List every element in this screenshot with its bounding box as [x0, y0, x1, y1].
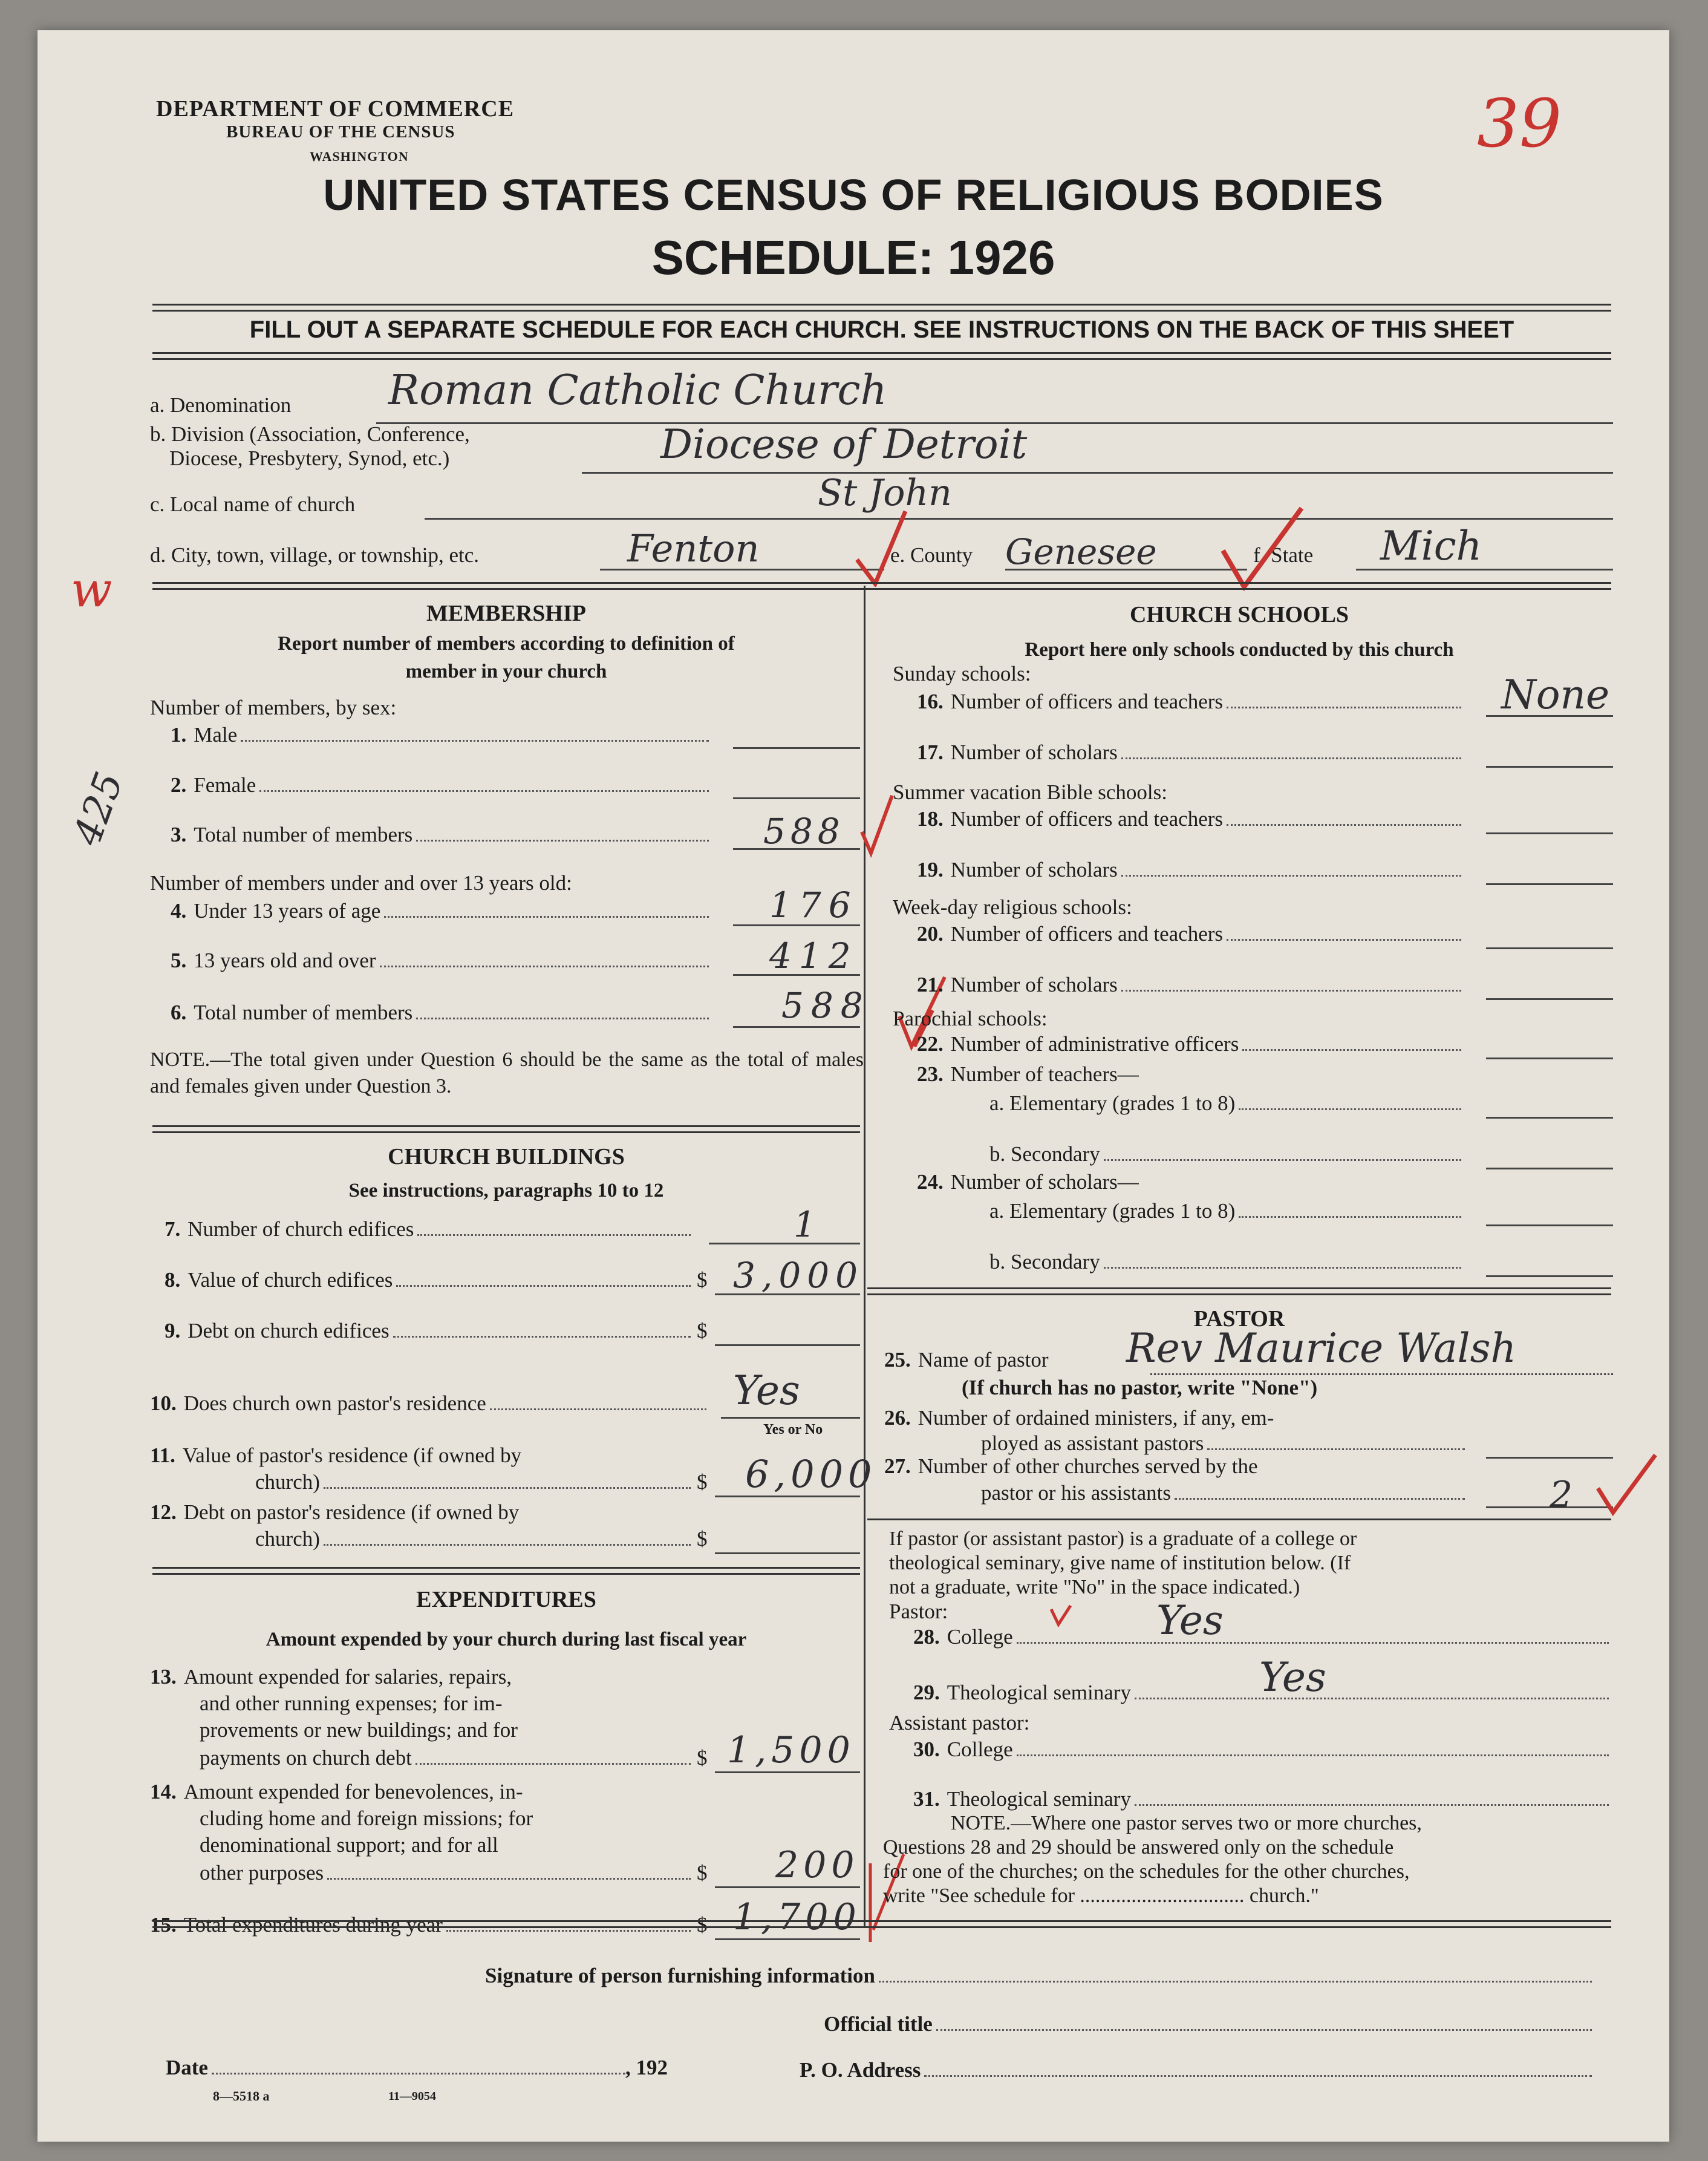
- admin-officers-label: 22. Number of administrative officers: [917, 1032, 1461, 1056]
- schools-title: CHURCH SCHOOLS: [1129, 602, 1349, 627]
- salaries-label-4: payments on church debt: [200, 1746, 691, 1770]
- division-value: Diocese of Detroit: [660, 421, 1028, 468]
- salaries-field[interactable]: [715, 1771, 860, 1773]
- over-13-label: 5. 13 years old and over: [171, 949, 709, 973]
- form-number: 8—5518 a: [213, 2088, 270, 2104]
- division-label-2: Diocese, Presbytery, Synod, etc.): [169, 446, 450, 470]
- expenditures-title: EXPENDITURES: [416, 1587, 596, 1612]
- benevolences-field[interactable]: [715, 1886, 860, 1888]
- sunday-officers-label: 16. Number of officers and teachers: [917, 690, 1461, 714]
- assistant-ministers-label-2: ployed as assistant pastors: [981, 1431, 1465, 1456]
- graduate-instructions: If pastor (or assistant pastor) is a graduate of a college or theological seminary, give name of institution below. (If not a graduate, write "No" in the space indicated.): [889, 1528, 1357, 1598]
- residence-value-value: 6,000: [745, 1452, 877, 1496]
- summer-schools-label: Summer vacation Bible schools:: [893, 780, 1167, 804]
- pastor-college-label: 28. College: [913, 1625, 1609, 1649]
- parochial-schools-label: Parochial schools:: [893, 1007, 1048, 1030]
- denomination-value: Roman Catholic Church: [388, 367, 887, 414]
- assistant-seminary-label: 31. Theological seminary: [913, 1787, 1609, 1811]
- owns-residence-value: Yes: [733, 1367, 800, 1414]
- membership-note: NOTE.—The total given under Question 6 should be the same as the total of males and females given under Question 3.: [150, 1048, 864, 1098]
- scholars-label: 24. Number of scholars—: [917, 1170, 1139, 1194]
- scholars-elementary-field[interactable]: [1486, 1224, 1613, 1226]
- total-expenditures-field[interactable]: [715, 1938, 860, 1940]
- members-by-sex-label: Number of members, by sex:: [150, 696, 397, 719]
- scholars-secondary-field[interactable]: [1486, 1275, 1613, 1277]
- edifices-value-value: 3,000: [733, 1255, 864, 1296]
- assistant-subhead: Assistant pastor:: [889, 1711, 1030, 1734]
- over-13-value: 412: [769, 935, 858, 976]
- pastor-name-hint: (If church has no pastor, write "None"): [962, 1376, 1318, 1399]
- county-value: Genesee: [1005, 531, 1157, 572]
- assistant-ministers-label: 26. Number of ordained ministers, if any, em-: [884, 1406, 1274, 1430]
- divider: [152, 1920, 1611, 1928]
- benevolences-value: 200: [775, 1844, 859, 1886]
- summer-officers-label: 18. Number of officers and teachers: [917, 807, 1461, 831]
- pastor-name-field[interactable]: [1150, 1373, 1613, 1375]
- divider: [867, 1519, 1611, 1520]
- other-churches-label: 27. Number of other churches served by the: [884, 1454, 1258, 1478]
- weekday-officers-label: 20. Number of officers and teachers: [917, 922, 1461, 946]
- under-13-label: 4. Under 13 years of age: [171, 899, 709, 923]
- department-line: DEPARTMENT OF COMMERCE: [156, 96, 515, 122]
- pastor-seminary-value: Yes: [1259, 1654, 1326, 1701]
- dollar-sign: $: [697, 1319, 708, 1342]
- pastor-seminary-label: 29. Theological seminary: [913, 1681, 1609, 1705]
- check-mark-icon: [859, 793, 895, 859]
- scholars-elementary-label: a. Elementary (grades 1 to 8): [989, 1199, 1461, 1223]
- under-over-label: Number of members under and over 13 years old:: [150, 871, 572, 895]
- dollar-sign: $: [697, 1746, 708, 1770]
- membership-subtitle-1: Report number of members according to definition of: [278, 633, 735, 655]
- under-13-value: 176: [769, 884, 858, 926]
- sunday-officers-value: None: [1501, 672, 1610, 718]
- divider: [152, 1567, 860, 1575]
- edifices-value-label: 8. Value of church edifices: [165, 1268, 691, 1292]
- assistant-ministers-field[interactable]: [1486, 1457, 1613, 1459]
- expenditures-subtitle: Amount expended by your church during last fiscal year: [266, 1629, 747, 1650]
- divider: [152, 304, 1611, 312]
- check-mark-icon: [1049, 1603, 1073, 1627]
- edifices-debt-label: 9. Debt on church edifices: [165, 1319, 691, 1343]
- total-members-2-field[interactable]: [733, 1026, 860, 1028]
- total-expenditures-label: 15. Total expenditures during year: [150, 1913, 691, 1937]
- divider: [152, 582, 1611, 590]
- residence-value-label: 11. Value of pastor's residence (if owned by: [150, 1443, 522, 1467]
- salaries-label: 13. Amount expended for salaries, repairs, and other running expenses; for im- provements or new buildings; and for: [150, 1665, 518, 1742]
- buildings-subtitle: See instructions, paragraphs 10 to 12: [348, 1180, 664, 1201]
- weekday-scholars-field[interactable]: [1486, 998, 1613, 1000]
- owns-residence-label: 10. Does church own pastor's residence: [150, 1391, 706, 1416]
- division-label-1: b. Division (Association, Conference,: [150, 422, 470, 446]
- pastor-name-value: Rev Maurice Walsh: [1126, 1325, 1517, 1371]
- weekday-scholars-label: 21. Number of scholars: [917, 973, 1461, 997]
- dollar-sign: $: [697, 1268, 708, 1292]
- schedule-title: SCHEDULE: 1926: [651, 230, 1055, 284]
- sunday-scholars-label: 17. Number of scholars: [917, 740, 1461, 765]
- edifices-count-value: 1: [794, 1204, 816, 1245]
- female-label: 2. Female: [171, 773, 709, 797]
- bureau-line: BUREAU OF THE CENSUS: [226, 122, 455, 142]
- teachers-secondary-label: b. Secondary: [989, 1142, 1461, 1166]
- pastor-title: PASTOR: [1193, 1306, 1285, 1332]
- page-number: 39: [1477, 85, 1562, 162]
- membership-subtitle-2: member in your church: [405, 661, 607, 682]
- divider: [867, 1287, 1611, 1295]
- dollar-sign: $: [697, 1470, 708, 1494]
- female-field[interactable]: [733, 797, 860, 799]
- owns-residence-field[interactable]: [721, 1417, 860, 1419]
- pastor-college-value: Yes: [1156, 1597, 1224, 1644]
- teachers-label: 23. Number of teachers—: [917, 1062, 1139, 1086]
- total-members-value: 588: [763, 811, 845, 852]
- denomination-label: a. Denomination: [150, 393, 292, 417]
- residence-debt-field[interactable]: [715, 1552, 860, 1554]
- dollar-sign: $: [697, 1861, 708, 1885]
- local-name-value: St John: [818, 472, 952, 514]
- divider: [152, 352, 1611, 360]
- admin-officers-field[interactable]: [1486, 1058, 1613, 1059]
- instruction-line: FILL OUT A SEPARATE SCHEDULE FOR EACH CHURCH. SEE INSTRUCTIONS ON THE BACK OF THIS SHEET: [249, 316, 1514, 343]
- membership-title: MEMBERSHIP: [426, 601, 586, 626]
- male-field[interactable]: [733, 747, 860, 749]
- print-number: 11—9054: [388, 2090, 436, 2103]
- summer-scholars-label: 19. Number of scholars: [917, 858, 1461, 882]
- date-label: Date , 192: [166, 2056, 668, 2079]
- state-label: f. State: [1253, 543, 1314, 567]
- local-name-label: c. Local name of church: [150, 492, 356, 516]
- weekday-officers-field[interactable]: [1486, 947, 1613, 949]
- benevolences-label: 14. Amount expended for benevolences, in- cluding home and foreign missions; for denominational support; and for all: [150, 1780, 533, 1857]
- check-mark-icon: [1217, 502, 1308, 593]
- male-label: 1. Male: [171, 723, 709, 747]
- signature-label: Signature of person furnishing information: [485, 1964, 1592, 1988]
- summer-scholars-field[interactable]: [1486, 883, 1613, 885]
- washington-line: WASHINGTON: [310, 149, 409, 164]
- column-divider: [864, 586, 865, 1926]
- total-members-label: 3. Total number of members: [171, 823, 709, 847]
- buildings-title: CHURCH BUILDINGS: [388, 1144, 625, 1169]
- sunday-scholars-field[interactable]: [1486, 766, 1613, 768]
- official-title-label: Official title: [824, 2012, 1592, 2036]
- residence-debt-label-2: church): [255, 1527, 691, 1551]
- residence-debt-label: 12. Debt on pastor's residence (if owned by: [150, 1500, 520, 1524]
- edifices-count-label: 7. Number of church edifices: [165, 1217, 691, 1241]
- summer-officers-field[interactable]: [1486, 832, 1613, 834]
- local-name-field[interactable]: [425, 518, 1613, 520]
- division-field[interactable]: [582, 472, 1613, 474]
- city-value: Fenton: [627, 526, 760, 570]
- check-mark-icon: [1595, 1452, 1661, 1519]
- dollar-sign: $: [697, 1527, 708, 1551]
- sunday-schools-label: Sunday schools:: [893, 662, 1031, 685]
- po-address-label: P. O. Address: [800, 2058, 1592, 2082]
- census-schedule-page: [37, 30, 1669, 2142]
- margin-mark: w: [71, 561, 112, 618]
- scholars-secondary-label: b. Secondary: [989, 1250, 1461, 1274]
- teachers-secondary-field[interactable]: [1486, 1168, 1613, 1169]
- other-churches-value: 2: [1550, 1474, 1573, 1516]
- state-value: Mich: [1380, 523, 1482, 569]
- county-label: e. County: [890, 543, 973, 567]
- form-title: UNITED STATES CENSUS OF RELIGIOUS BODIES: [323, 171, 1384, 220]
- pastor-subhead: Pastor:: [889, 1600, 948, 1623]
- benevolences-label-4: other purposes: [200, 1861, 691, 1885]
- pastor-note: NOTE.—Where one pastor serves two or more churches, Questions 28 and 29 should be answered only on the schedule for one of the churches; on the schedules for the other churches, write "See schedule for ................................ church.": [883, 1812, 1422, 1907]
- pastor-name-label: 25. Name of pastor: [884, 1348, 1049, 1371]
- salaries-value: 1,500: [727, 1729, 855, 1771]
- total-expenditures-value: 1,700: [733, 1896, 861, 1938]
- divider: [152, 1125, 860, 1133]
- weekday-schools-label: Week-day religious schools:: [893, 895, 1132, 919]
- check-mark-icon: [854, 508, 908, 587]
- total-members-2-value: 588: [781, 985, 870, 1026]
- city-label: d. City, town, village, or township, etc.: [150, 543, 480, 567]
- edifices-debt-field[interactable]: [715, 1344, 860, 1346]
- residence-value-label-2: church): [255, 1470, 691, 1494]
- teachers-elementary-field[interactable]: [1486, 1117, 1613, 1119]
- schools-subtitle: Report here only schools conducted by this church: [1025, 639, 1454, 661]
- total-members-2-label: 6. Total number of members: [171, 1001, 709, 1025]
- edifices-count-field[interactable]: [709, 1243, 860, 1244]
- margin-count: 425: [65, 766, 132, 852]
- assistant-college-label: 30. College: [913, 1738, 1609, 1762]
- teachers-elementary-label: a. Elementary (grades 1 to 8): [989, 1091, 1461, 1116]
- other-churches-label-2: pastor or his assistants: [981, 1481, 1465, 1505]
- dollar-sign: $: [697, 1913, 708, 1937]
- yes-or-no-hint: Yes or No: [763, 1422, 823, 1437]
